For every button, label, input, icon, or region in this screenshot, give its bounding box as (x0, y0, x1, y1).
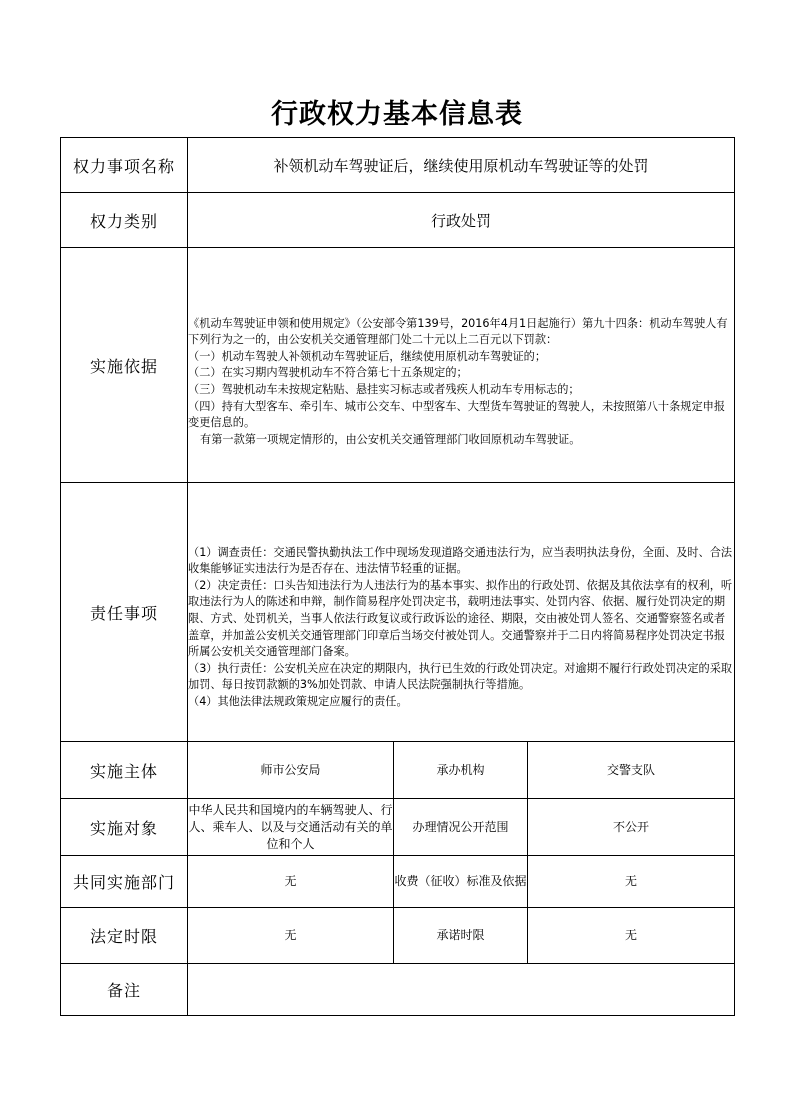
row-responsibility (61, 483, 735, 742)
info-table (60, 137, 735, 1016)
basis-text (188, 248, 735, 483)
responsibility-label: 责任事项 (61, 483, 188, 742)
page-title: 行政权力基本信息表 (271, 99, 523, 130)
power-type-value: 行政处罚 (188, 193, 735, 248)
time-limit-value: 无 (188, 908, 394, 964)
power-name-label: 权力事项名称 (61, 138, 188, 193)
basis-line: 《机动车驾驶证申领和使用规定》（公安部令第139号，2016年4月1日起施行）第九十四条：机动车驾驶人有下列行为之一的，由公安机关交通管理部门处二十元以上二百元以下罚款： (188, 316, 728, 347)
row-basis (61, 248, 735, 483)
responsibility-text (188, 483, 735, 742)
basis-line: （一）机动车驾驶人补领机动车驾驶证后，继续使用原机动车驾驶证的； (188, 349, 547, 363)
promise-limit-value: 无 (528, 908, 735, 964)
disclosure-value: 不公开 (528, 799, 735, 856)
remarks-label: 备注 (61, 964, 188, 1016)
time-limit-label: 法定时限 (61, 908, 188, 964)
agency-label: 承办机构 (394, 742, 528, 799)
disclosure-label: 办理情况公开范围 (394, 799, 528, 856)
row-power-name (61, 138, 735, 193)
power-name-value: 补领机动车驾驶证后，继续使用原机动车驾驶证等的处罚 (188, 138, 735, 193)
subject-value: 师市公安局 (188, 742, 394, 799)
subject-label: 实施主体 (61, 742, 188, 799)
responsibility-line: （2）决定责任：口头告知违法行为人违法行为的基本事实、拟作出的行政处罚、依据及其依法享有的权利，听取违法行为人的陈述和申辩，制作简易程序处罚决定书，载明违法事实、处罚内容、依据、履行处罚决定的期限、方式、处罚机关，当事人依法行政复议或行政诉讼的途径、期限，交由被处罚人签名、交通警察签名或者盖章，并加盖公安机关交通管理部门印章后当场交付被处罚人。交通警察并于二日内将简易程序处罚决定书报所属公安机关交通管理部门备案。 (188, 578, 733, 659)
target-value: 中华人民共和国境内的车辆驾驶人、行人、乘车人、以及与交通活动有关的单位和个人 (188, 799, 394, 856)
power-type-label: 权力类别 (61, 193, 188, 248)
target-label: 实施对象 (61, 799, 188, 856)
responsibility-line: （1）调查责任：交通民警执勤执法工作中现场发现道路交通违法行为，应当表明执法身份，全面、及时、合法收集能够证实违法行为是否存在、违法情节轻重的证据。 (188, 545, 733, 576)
basis-line: （四）持有大型客车、牵引车、城市公交车、中型客车、大型货车驾驶证的驾驶人，未按照第八十条规定申报变更信息的。 (188, 399, 726, 430)
responsibility-line: （4）其他法律法规政策规定应履行的责任。 (188, 694, 408, 708)
joint-value: 无 (188, 856, 394, 908)
promise-limit-label: 承诺时限 (394, 908, 528, 964)
basis-line: （三）驾驶机动车未按规定粘贴、悬挂实习标志或者残疾人机动车专用标志的； (188, 383, 580, 396)
row-remarks (61, 964, 735, 1016)
row-time-limit (61, 908, 735, 964)
fee-value: 无 (528, 856, 735, 908)
remarks-value (188, 964, 735, 1016)
row-subject (61, 742, 735, 799)
basis-line: 有第一款第一项规定情形的，由公安机关交通管理部门收回原机动车驾驶证。 (200, 432, 581, 446)
joint-label: 共同实施部门 (61, 856, 188, 908)
row-target (61, 799, 735, 856)
responsibility-line: （3）执行责任：公安机关应在决定的期限内，执行已生效的行政处罚决定。对逾期不履行行政处罚决定的采取加罚、每日按罚款额的3%加处罚款、申请人民法院强制执行等措施。 (188, 661, 733, 692)
row-joint (61, 856, 735, 908)
agency-value: 交警支队 (528, 742, 735, 799)
basis-line: （二）在实习期内驾驶机动车不符合第七十五条规定的； (188, 366, 468, 380)
fee-label: 收费（征收）标准及依据 (394, 856, 528, 908)
basis-label: 实施依据 (61, 248, 188, 483)
row-power-type (61, 193, 735, 248)
